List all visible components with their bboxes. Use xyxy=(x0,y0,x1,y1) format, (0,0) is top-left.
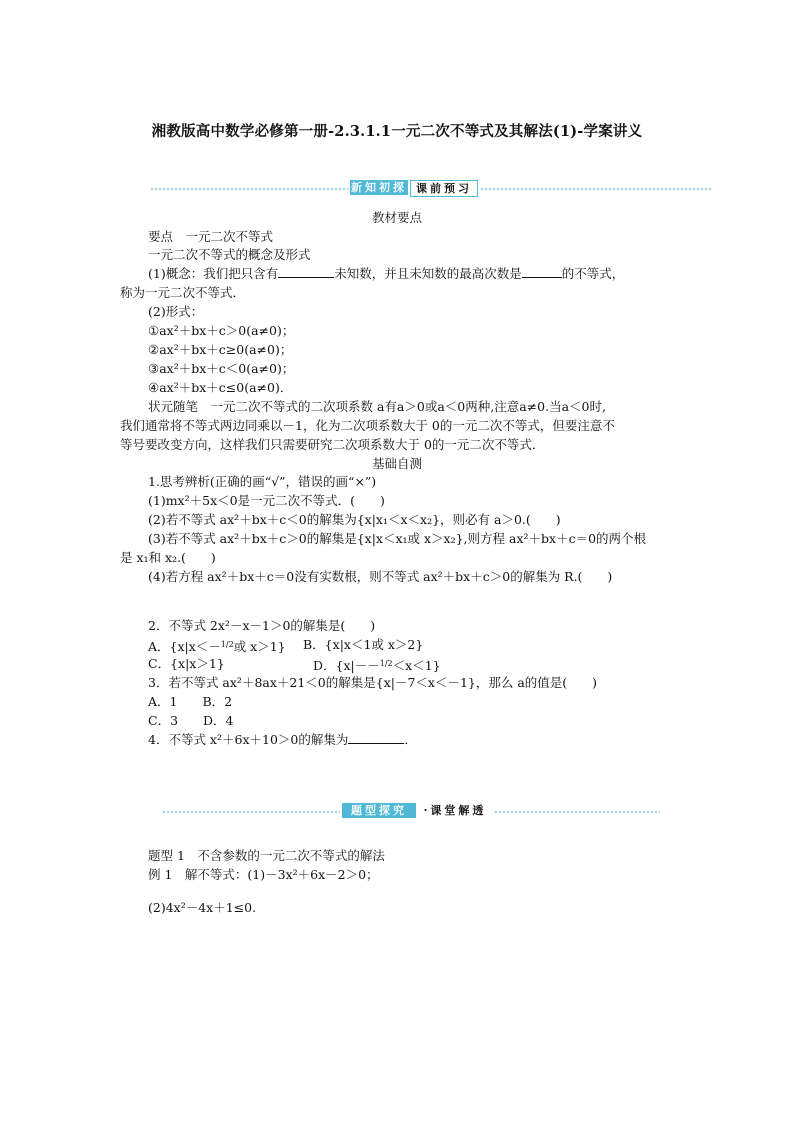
question-3-options: A．1 B．2 xyxy=(148,694,233,709)
question-3-stem: 3．若不等式 ax²＋8ax＋21＜0的解集是{x|－7＜x＜－1}，那么 a的值是( ) xyxy=(148,675,598,690)
tip-line-1: 状元随笔 一元二次不等式的二次项系数 a有a＞0或a＜0两种,注意a≠0.当a＜0时, xyxy=(148,399,606,414)
question-1-intro: 1.思考辨析(正确的画“√”，错误的画“×”) xyxy=(148,474,377,489)
dotted-rule-right xyxy=(494,810,660,814)
tip-line-2: 我们通常将不等式两边同乘以－1，化为二次项系数大于 0的一元二次不等式，但要注意不 xyxy=(120,418,615,433)
question-2-option-a: A．{x|x＜－1/2或 x＞1} xyxy=(148,635,286,656)
blank-degree[interactable] xyxy=(522,265,562,278)
tip-line-3: 等号要改变方向，这样我们只需要研究二次项系数大于 0的一元二次不等式． xyxy=(120,437,545,452)
question-4: 4．不等式 x²＋6x＋10＞0的解集为 ． xyxy=(148,732,417,747)
form-item: ④ax²＋bx＋c≤0(a≠0)． xyxy=(148,380,293,395)
blank-solution-set[interactable] xyxy=(348,731,404,744)
question-1-item: (2)若不等式 ax²＋bx＋c＜0的解集为{x|x₁＜x＜x₂}，则必有 a＞0.( ) xyxy=(148,512,561,527)
dotted-rule-left xyxy=(150,187,348,191)
question-2-option-c: C．{x|x＞1} xyxy=(148,656,225,671)
question-type-1: 题型 1 不含参数的一元二次不等式的解法 xyxy=(148,848,385,863)
tag-preview: 课前预习 xyxy=(410,180,478,197)
dotted-rule-right xyxy=(480,187,712,191)
concept-line-1: (1)概念：我们把只含有 未知数，并且未知数的最高次数是 的不等式， xyxy=(148,266,625,281)
tag-new-knowledge: 新知初探 xyxy=(351,181,407,194)
concept-line-2: 称为一元二次不等式． xyxy=(120,285,246,300)
page-title: 湘教版高中数学必修第一册-2.3.1.1一元二次不等式及其解法(1)-学案讲义 xyxy=(151,123,643,140)
question-1-item: (3)若不等式 ax²＋bx＋c＞0的解集是{x|x＜x₁或 x＞x₂},则方程 ax²＋bx＋c＝0的两个根 xyxy=(148,531,647,546)
dotted-rule-left xyxy=(162,810,340,814)
concept-heading: 一元二次不等式的概念及形式 xyxy=(148,247,311,262)
question-2-option-b: B．{x|x＜1或 x＞2} xyxy=(303,637,424,652)
blank-unknowns[interactable] xyxy=(278,265,334,278)
forms-heading: (2)形式： xyxy=(148,304,204,319)
form-item: ①ax²＋bx＋c＞0(a≠0)； xyxy=(148,323,295,338)
question-1-item: (4)若方程 ax²＋bx＋c＝0没有实数根，则不等式 ax²＋bx＋c＞0的解集为 R.( ) xyxy=(148,569,613,584)
form-item: ③ax²＋bx＋c＜0(a≠0)； xyxy=(148,361,295,376)
question-2-stem: 2．不等式 2x²－x－1＞0的解集是( ) xyxy=(148,618,376,633)
textbook-label: 教材要点 xyxy=(371,210,422,225)
form-item: ②ax²＋bx＋c≥0(a≠0)； xyxy=(148,342,293,357)
question-3-options: C．3 D．4 xyxy=(148,713,234,728)
question-2-option-d: D．{x|－－1/2＜x＜1} xyxy=(313,654,441,675)
fraction: 1/2 xyxy=(379,659,393,668)
example-1-part-2: (2)4x²－4x＋1≤0. xyxy=(148,900,257,915)
question-1-item: (1)mx²＋5x＜0是一元二次不等式．( ) xyxy=(148,493,385,508)
question-1-item: 是 x₁和 x₂.( ) xyxy=(120,550,216,565)
tag-classroom: ·课堂解透 xyxy=(418,803,492,818)
example-1: 例 1 解不等式：(1)－3x²＋6x－2＞0； xyxy=(148,867,379,882)
tag-topic-exploration: 题型探究 xyxy=(342,803,416,818)
fraction: 1/2 xyxy=(220,640,234,649)
self-test-label: 基础自测 xyxy=(371,456,422,471)
key-point: 要点 一元二次不等式 xyxy=(148,229,274,244)
